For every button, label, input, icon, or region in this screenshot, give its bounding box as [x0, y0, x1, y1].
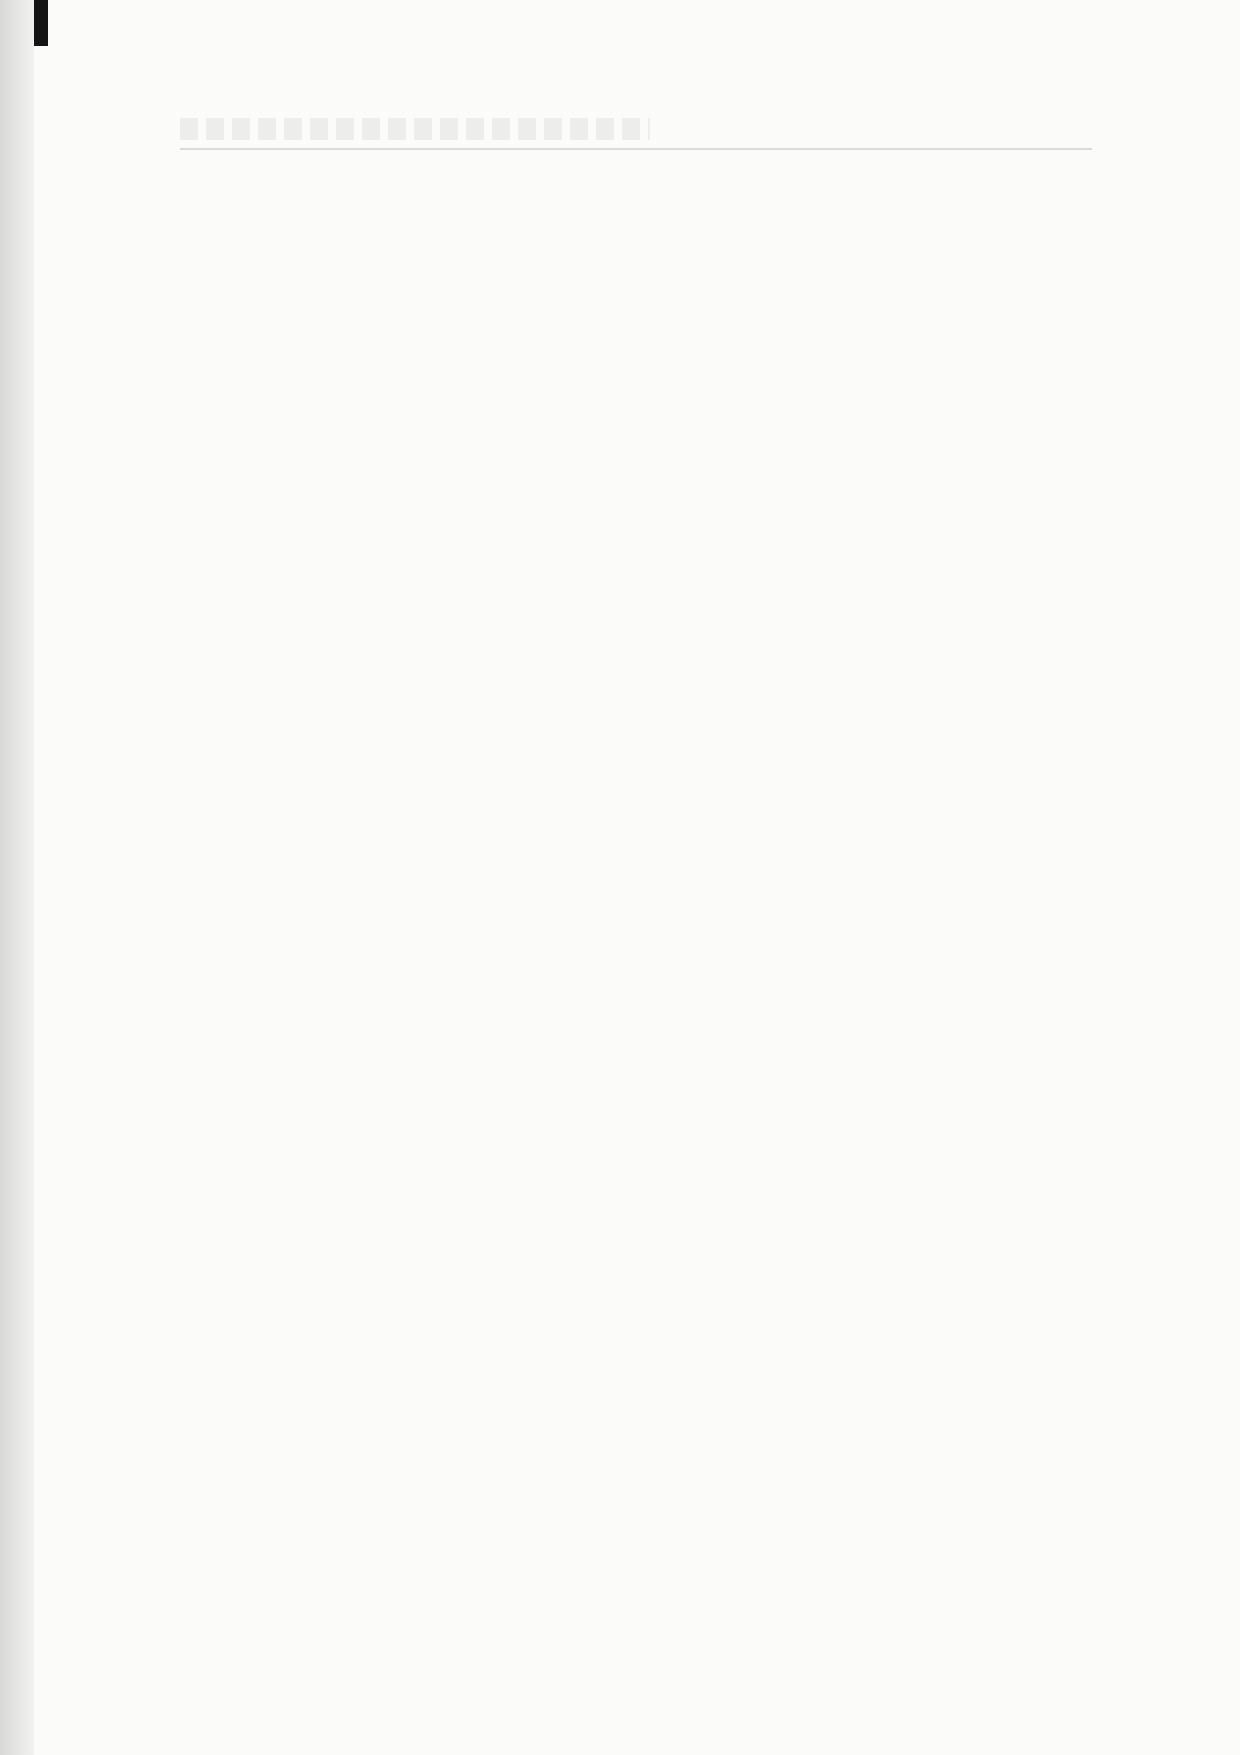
- page-corner-mark: [34, 0, 48, 46]
- header-rule: [180, 148, 1092, 150]
- show-through-header: [180, 118, 650, 140]
- page-spine-shadow: [0, 0, 34, 1755]
